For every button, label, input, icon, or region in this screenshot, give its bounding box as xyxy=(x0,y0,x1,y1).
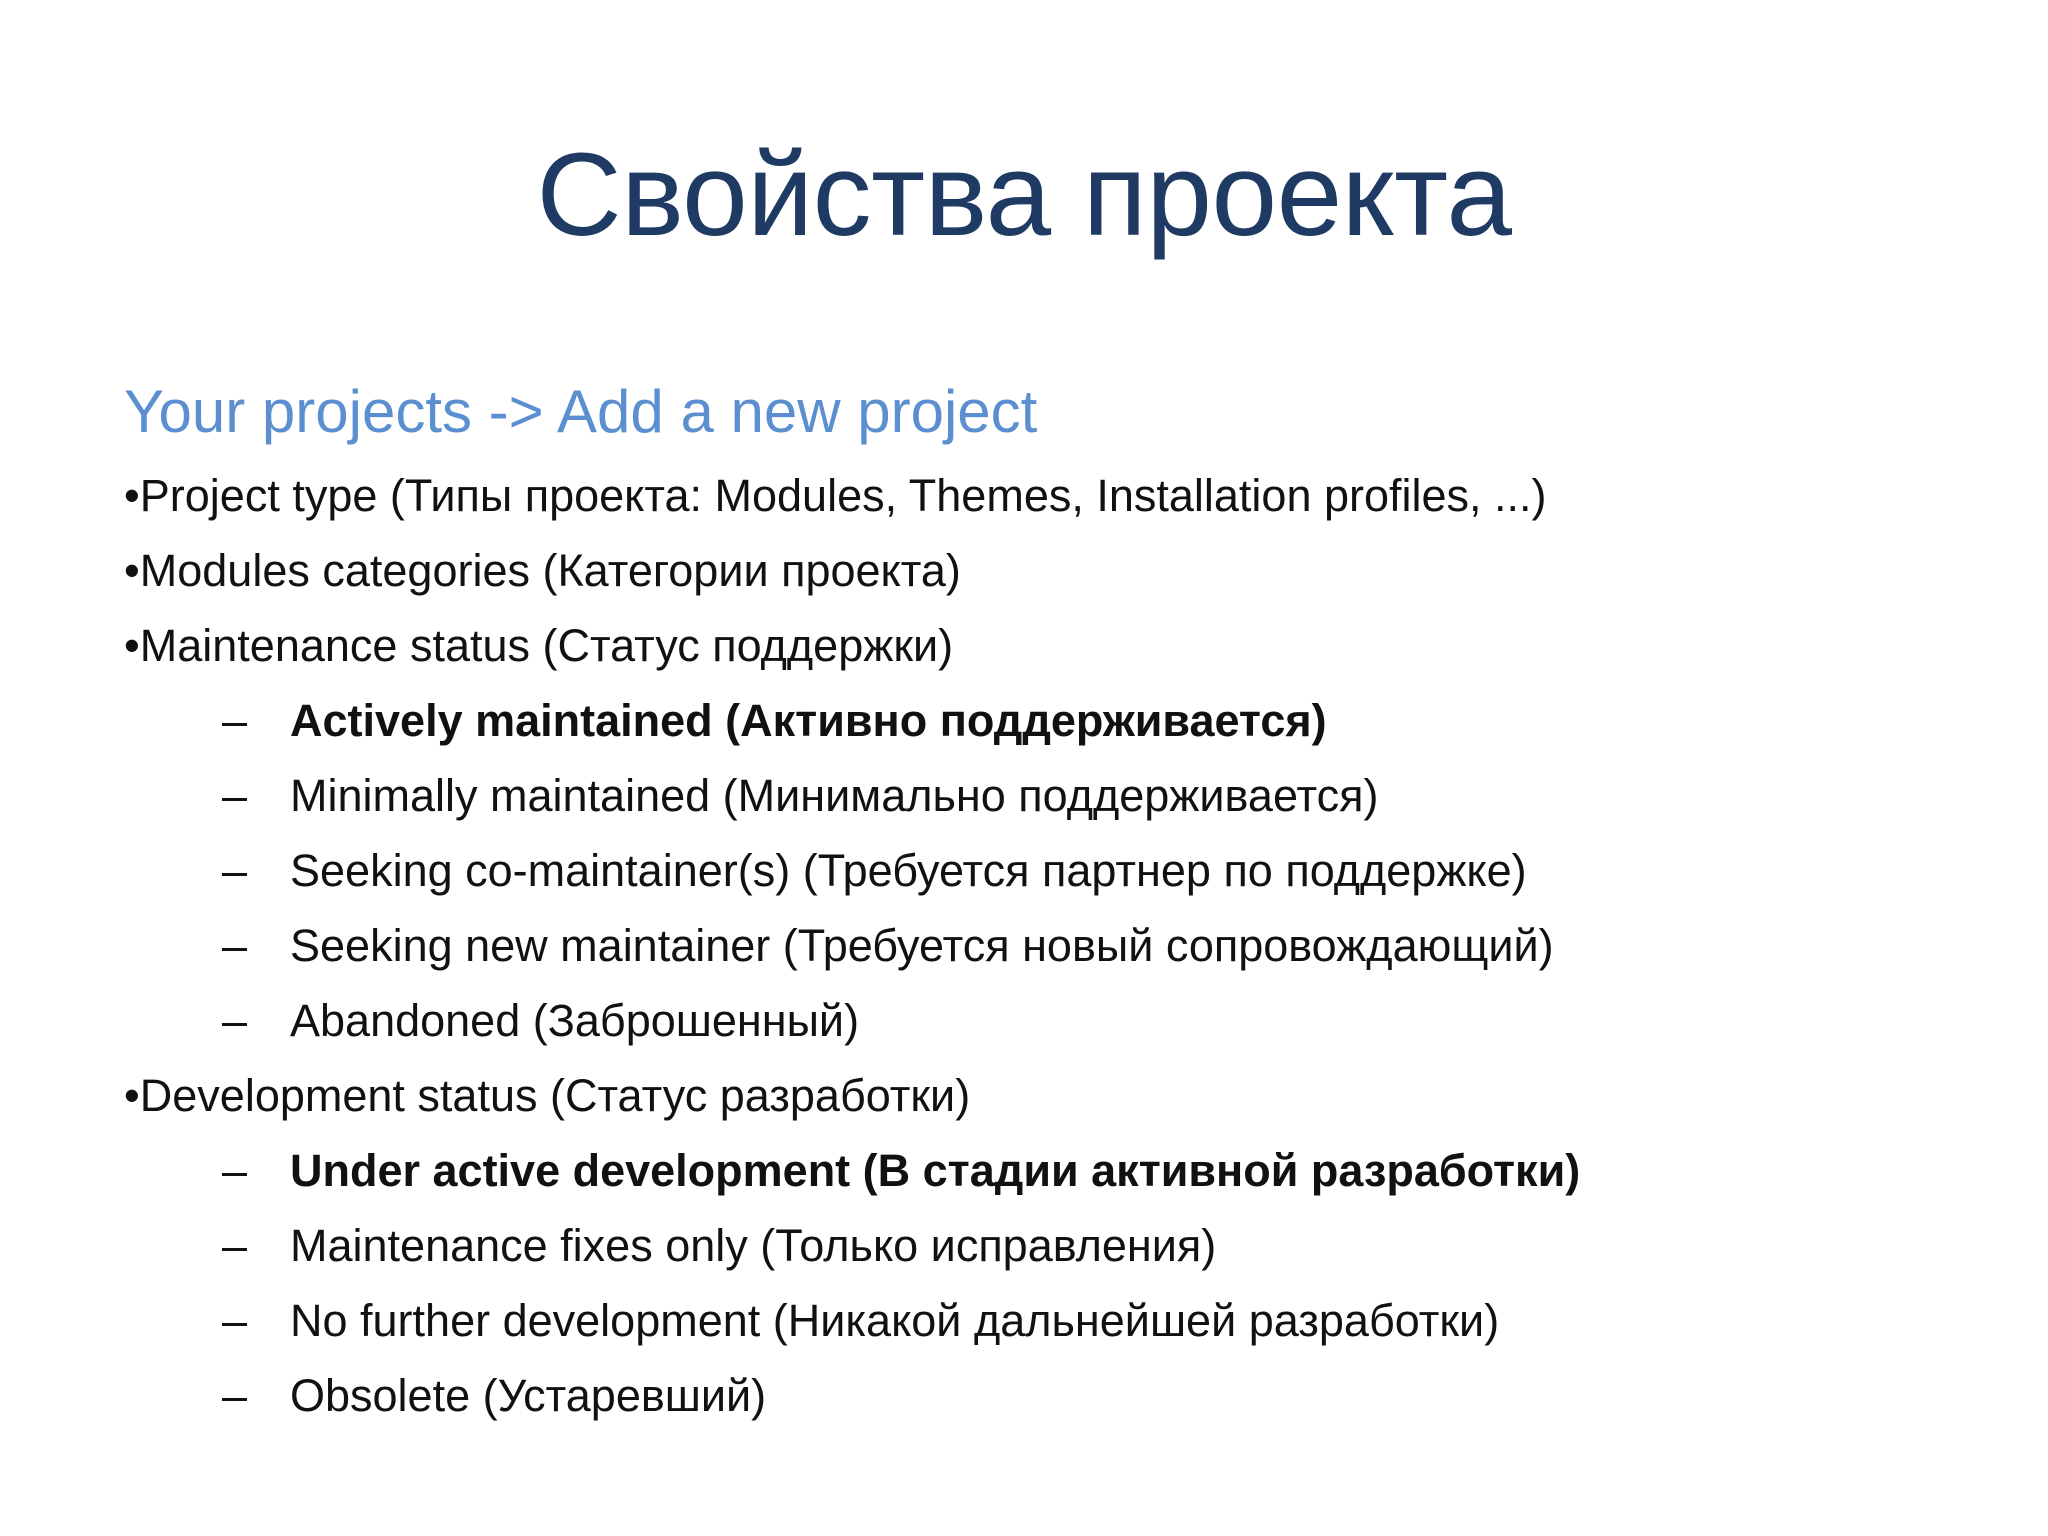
sub-list-item xyxy=(124,983,1984,1058)
dash-marker: – xyxy=(222,1295,248,1346)
dash-marker: – xyxy=(222,1145,248,1196)
sub-list-item-text: No further development (Никакой дальнейшей разработки) xyxy=(290,1295,1500,1346)
dash-marker: – xyxy=(222,770,248,821)
sub-list-item-text: Minimally maintained (Минимально поддерживается) xyxy=(290,770,1379,821)
sub-list-item xyxy=(124,683,1984,758)
dash-marker: – xyxy=(222,1370,248,1421)
sub-list-item xyxy=(124,833,1984,908)
sub-list-item-text: Abandoned (Заброшенный) xyxy=(290,995,860,1046)
sub-list-item xyxy=(124,908,1984,983)
slide-title: Свойства проекта xyxy=(536,129,1512,261)
dash-marker: – xyxy=(222,695,248,746)
list-item xyxy=(124,533,1984,608)
sub-list-item xyxy=(124,758,1984,833)
list-item xyxy=(124,1058,1984,1133)
sub-list-item-text: Actively maintained (Активно поддерживается) xyxy=(290,695,1327,746)
dash-marker: – xyxy=(222,995,248,1046)
list-item-text: Development status (Статус разработки) xyxy=(139,1070,971,1121)
sub-list-item-text: Seeking co-maintainer(s) (Требуется партнер по поддержке) xyxy=(290,845,1527,896)
sub-list-item xyxy=(124,1133,1984,1208)
bullet-marker: • xyxy=(124,470,140,521)
bullet-marker: • xyxy=(124,620,140,671)
sub-list-item-text: Seeking new maintainer (Требуется новый сопровождающий) xyxy=(290,920,1554,971)
slide-content xyxy=(124,458,1984,1433)
list-item xyxy=(124,608,1984,683)
dash-marker: – xyxy=(222,920,248,971)
sub-list-item-text: Maintenance fixes only (Только исправления) xyxy=(290,1220,1217,1271)
sub-list-item-text: Under active development (В стадии активной разработки) xyxy=(290,1145,1581,1196)
sub-list-item xyxy=(124,1358,1984,1433)
sub-list-item xyxy=(124,1208,1984,1283)
dash-marker: – xyxy=(222,845,248,896)
sub-list-item-text: Obsolete (Устаревший) xyxy=(290,1370,767,1421)
bullet-marker: • xyxy=(124,545,140,596)
list-item-text: Project type (Типы проекта: Modules, Themes, Installation profiles, ...) xyxy=(139,470,1547,521)
list-item xyxy=(124,458,1984,533)
slide-subtitle: Your projects -> Add a new project xyxy=(124,378,1038,445)
dash-marker: – xyxy=(222,1220,248,1271)
list-item-text: Modules categories (Категории проекта) xyxy=(139,545,961,596)
bullet-marker: • xyxy=(124,1070,140,1121)
list-item-text: Maintenance status (Статус поддержки) xyxy=(139,620,954,671)
sub-list-item xyxy=(124,1283,1984,1358)
